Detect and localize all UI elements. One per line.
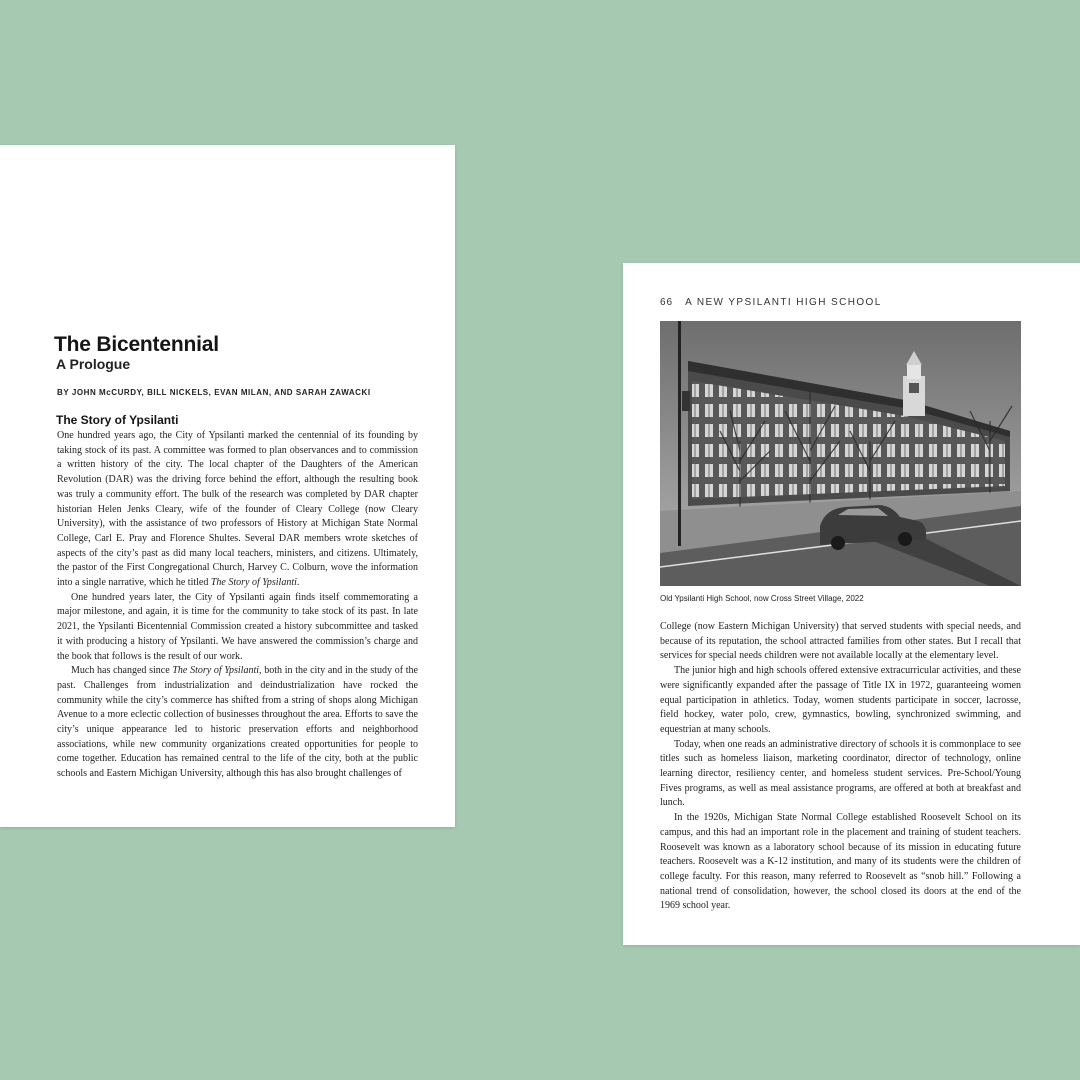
left-page	[0, 145, 455, 827]
left-body-text	[57, 429, 418, 782]
photo-caption: Old Ypsilanti High School, now Cross Street Village, 2022	[660, 594, 864, 603]
section-heading: The Story of Ypsilanti	[56, 413, 179, 427]
paragraph: The junior high and high schools offered extensive extracurricular activities, and these were significantly expanded after the passage of Title IX in 1972, guaranteeing women equal participation in athletics. Today, women students participate in soccer, lacrosse, field hockey, water polo, crew, gymnastics, bowling, synchronized swimming, and equestrian at many schools.	[660, 665, 1021, 735]
paragraph: Much has changed since The Story of Ypsilanti, both in the city and in the study of the past. Challenges from industrialization and deindustrialization have rocked the community while the city’s commerce has shifted from a string of shops along Michigan Avenue to a more eclectic collection of businesses throughout the area. Efforts to save the city’s unique appearance led to historic preservation efforts and neighborhood associations, while new community organizations created opportunities for people to come together. Education has remained central to the life of the city, both at the public schools and Eastern Michigan University, although this has also brought challenges of	[57, 665, 418, 780]
right-page	[623, 263, 1080, 945]
paragraph: College (now Eastern Michigan University) that served students with special needs, and because of its reputation, the school attracted families from other states. But I recall that services for special needs children were not available locally at the elementary level.	[660, 621, 1021, 662]
right-body-text	[660, 620, 1021, 914]
school-photo	[660, 321, 1021, 586]
running-head-title: A NEW YPSILANTI HIGH SCHOOL	[685, 297, 882, 308]
paragraph: Today, when one reads an administrative directory of schools it is commonplace to see titles such as homeless liaison, marketing coordinator, director of technology, online learning director, resiliency center, and homeless student services. Pre-School/Young Fives programs, as well as meal assistance programs, are offered at both at breakfast and lunch.	[660, 738, 1021, 809]
running-head	[660, 297, 882, 308]
byline: BY JOHN McCURDY, BILL NICKELS, EVAN MILAN, AND SARAH ZAWACKI	[57, 388, 371, 397]
chapter-title: The Bicentennial	[54, 333, 219, 356]
chapter-subtitle: A Prologue	[56, 356, 131, 372]
paragraph: One hundred years ago, the City of Ypsilanti marked the centennial of its founding by taking stock of its past. A committee was formed to plan observances and to commission a written history of the city. The local chapter of the Daughters of the American Revolution (DAR) was the driving force behind the effort, although the resulting book was truly a community effort. The bulk of the research was completed by DAR chapter historian Helen Jenks Cleary, wife of the founder of Cleary College (now Cleary University), with the assistance of two professors of History at Michigan State Normal College, Carl E. Pray and Florence Shultes. Several DAR members wrote sketches of aspects of the city’s past as did many local teachers, ministers, and citizens. Ultimately, the pastor of the First Congregational Church, Harvey C. Colburn, wove the information into a single narrative, which he titled The Story of Ypsilanti.	[57, 430, 418, 589]
paragraph: One hundred years later, the City of Ypsilanti again finds itself commemorating a major milestone, and again, it is time for the community to take stock of its past. In late 2021, the Ypsilanti Bicentennial Commission created a history subcommittee and tasked it with producing a history of Ypsilanti. We have answered the commission’s charge and the book that follows is the result of our work.	[57, 591, 418, 662]
paragraph: In the 1920s, Michigan State Normal College established Roosevelt School on its campus, and this had an important role in the placement and training of student teachers. Roosevelt was known as a laboratory school because of its mission in educating future teachers. Roosevelt was a K-12 institution, and many of its students were the children of college faculty. For this reason, many referred to Roosevelt as “snob hill.” Following a national trend of consolidation, however, the school closed its doors at the end of the 1969 school year.	[660, 812, 1021, 912]
page-number: 66	[660, 297, 674, 308]
